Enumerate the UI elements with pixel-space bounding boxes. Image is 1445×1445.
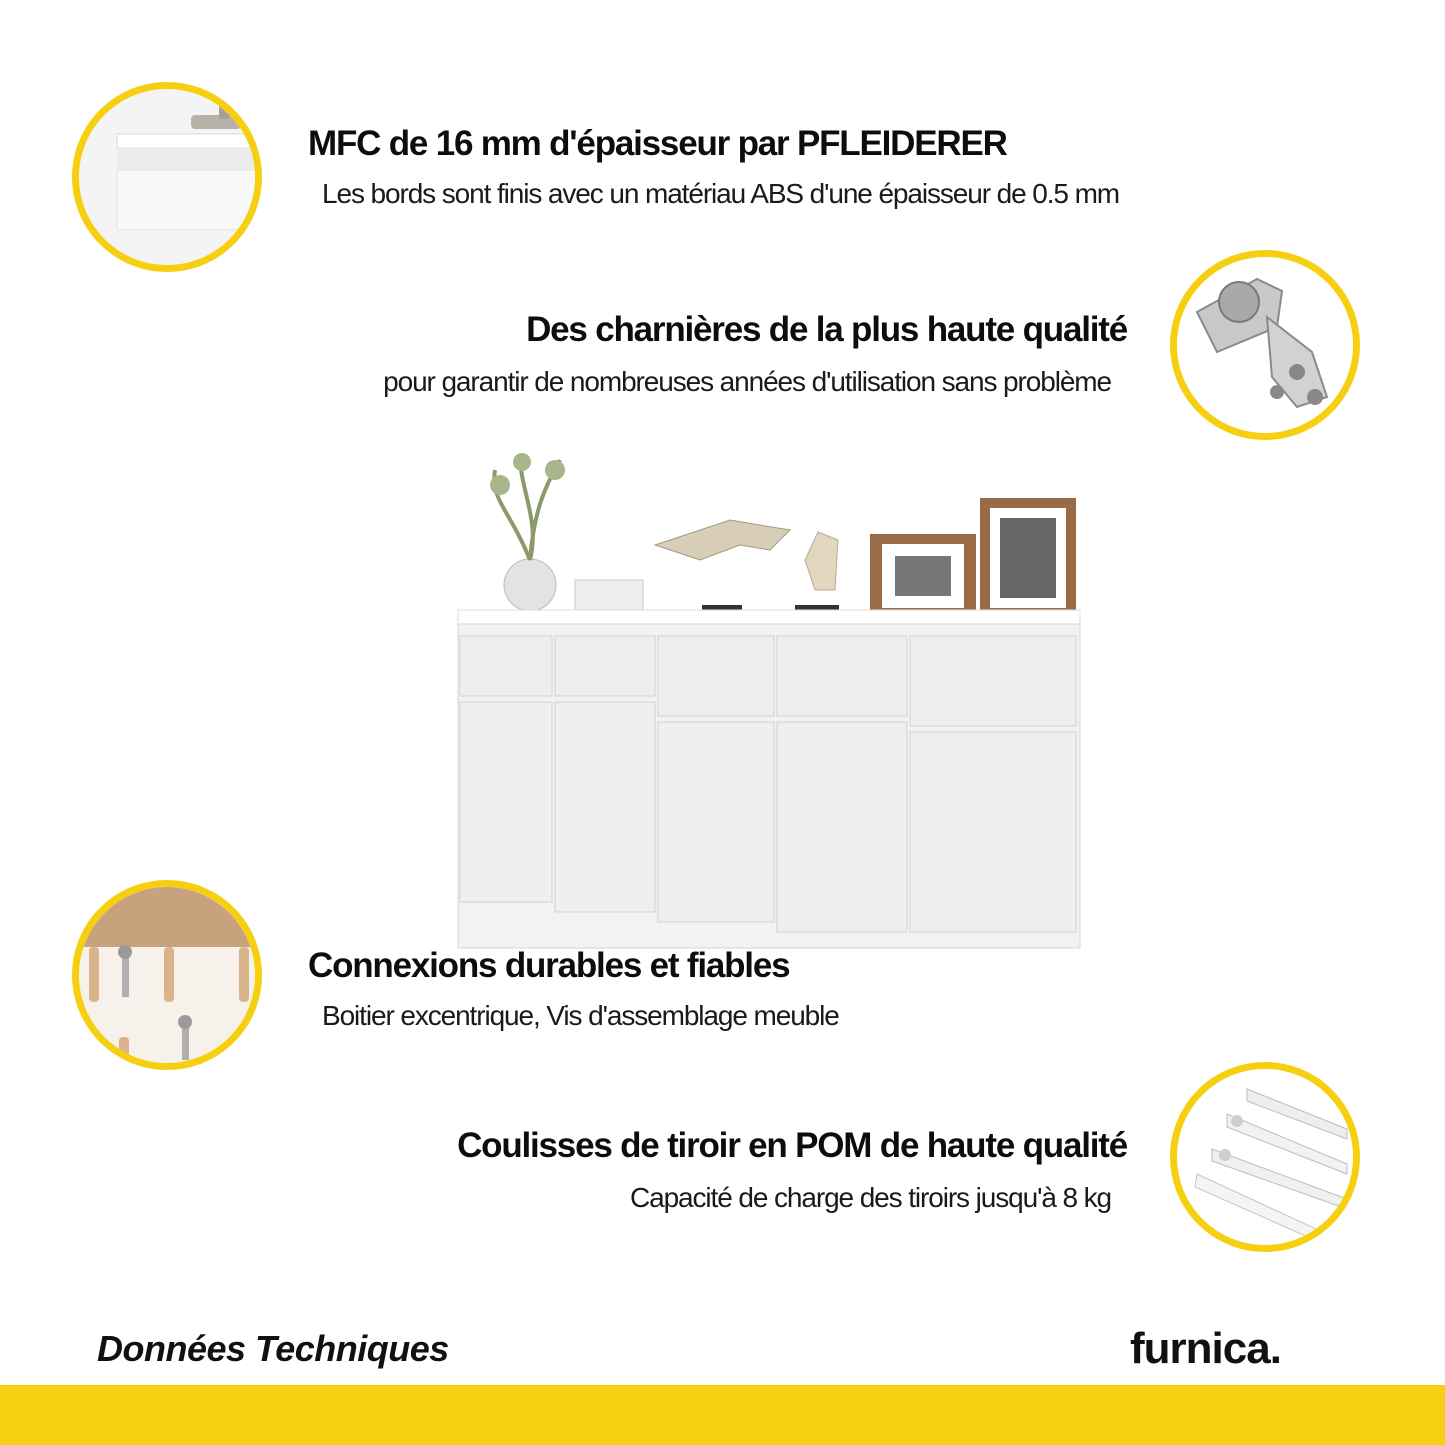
- feature-2-subtitle: pour garantir de nombreuses années d'utilisation sans problème: [383, 366, 1111, 397]
- feature-2-title: Des charnières de la plus haute qualité: [526, 310, 1127, 349]
- board-edge-icon: [72, 82, 262, 272]
- dowel-connector-icon: [72, 880, 262, 1070]
- feature-1-title: MFC de 16 mm d'épaisseur par PFLEIDERER: [308, 124, 1007, 163]
- feature-4-subtitle: Capacité de charge des tiroirs jusqu'à 8 kg: [629, 1182, 1111, 1213]
- feature-3-subtitle: Boitier excentrique, Vis d'assemblage meuble: [322, 1000, 839, 1031]
- brand-logo: furnica.: [1130, 1324, 1281, 1373]
- footer-band: [0, 1385, 1445, 1445]
- hinge-icon: [1170, 250, 1360, 440]
- footer-label: Données Techniques: [97, 1328, 449, 1369]
- sideboard-image: [440, 440, 1100, 960]
- feature-4-title: Coulisses de tiroir en POM de haute qualité: [457, 1126, 1127, 1165]
- feature-1-subtitle: Les bords sont finis avec un matériau ABS d'une épaisseur de 0.5 mm: [322, 178, 1120, 209]
- drawer-slide-icon: [1170, 1062, 1360, 1252]
- feature-3-title: Connexions durables et fiables: [308, 946, 790, 985]
